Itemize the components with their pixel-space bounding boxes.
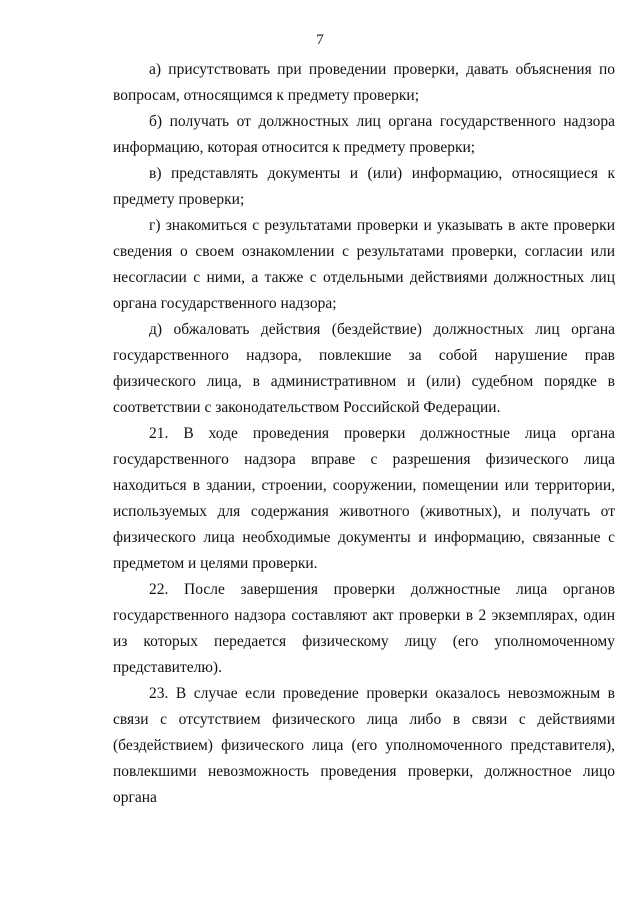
page-number: 7	[316, 32, 324, 48]
paragraph-item-d: д) обжаловать действия (бездействие) должностных лиц органа государственного надзора, повлекшие за собой нарушение прав физического лица, в административном и (или) судебном порядке в соответствии с законодательством Российской Федерации.	[113, 321, 615, 416]
paragraph-21: 21. В ходе проведения проверки должностные лица органа государственного надзора вправе с разрешения физического лица находиться в здании, строении, сооружении, помещении или территории, используемых для содержания животного (животных), и получать от физического лица необходимые документы и информацию, связанные с предметом и целями проверки.	[113, 425, 615, 572]
paragraph-item-b: б) получать от должностных лиц органа государственного надзора информацию, которая относится к предмету проверки;	[113, 113, 615, 156]
paragraph-item-g: г) знакомиться с результатами проверки и указывать в акте проверки сведения о своем ознакомлении с результатами проверки, согласии или несогласии с ними, а также с отдельными действиями должностных лиц органа государственного надзора;	[113, 217, 615, 312]
paragraph-item-a: а) присутствовать при проведении проверки, давать объяснения по вопросам, относящимся к предмету проверки;	[113, 61, 615, 104]
paragraph-23: 23. В случае если проведение проверки оказалось невозможным в связи с отсутствием физического лица либо в связи с действиями (бездействием) физического лица (его уполномоченного представителя), повлекшими невозможность проведения проверки, должностное лицо органа	[113, 685, 615, 806]
document-body	[113, 57, 615, 811]
paragraph-item-v: в) представлять документы и (или) информацию, относящиеся к предмету проверки;	[113, 165, 615, 208]
paragraph-22: 22. После завершения проверки должностные лица органов государственного надзора составляют акт проверки в 2 экземплярах, один из которых передается физическому лицу (его уполномоченному представителю).	[113, 581, 615, 676]
